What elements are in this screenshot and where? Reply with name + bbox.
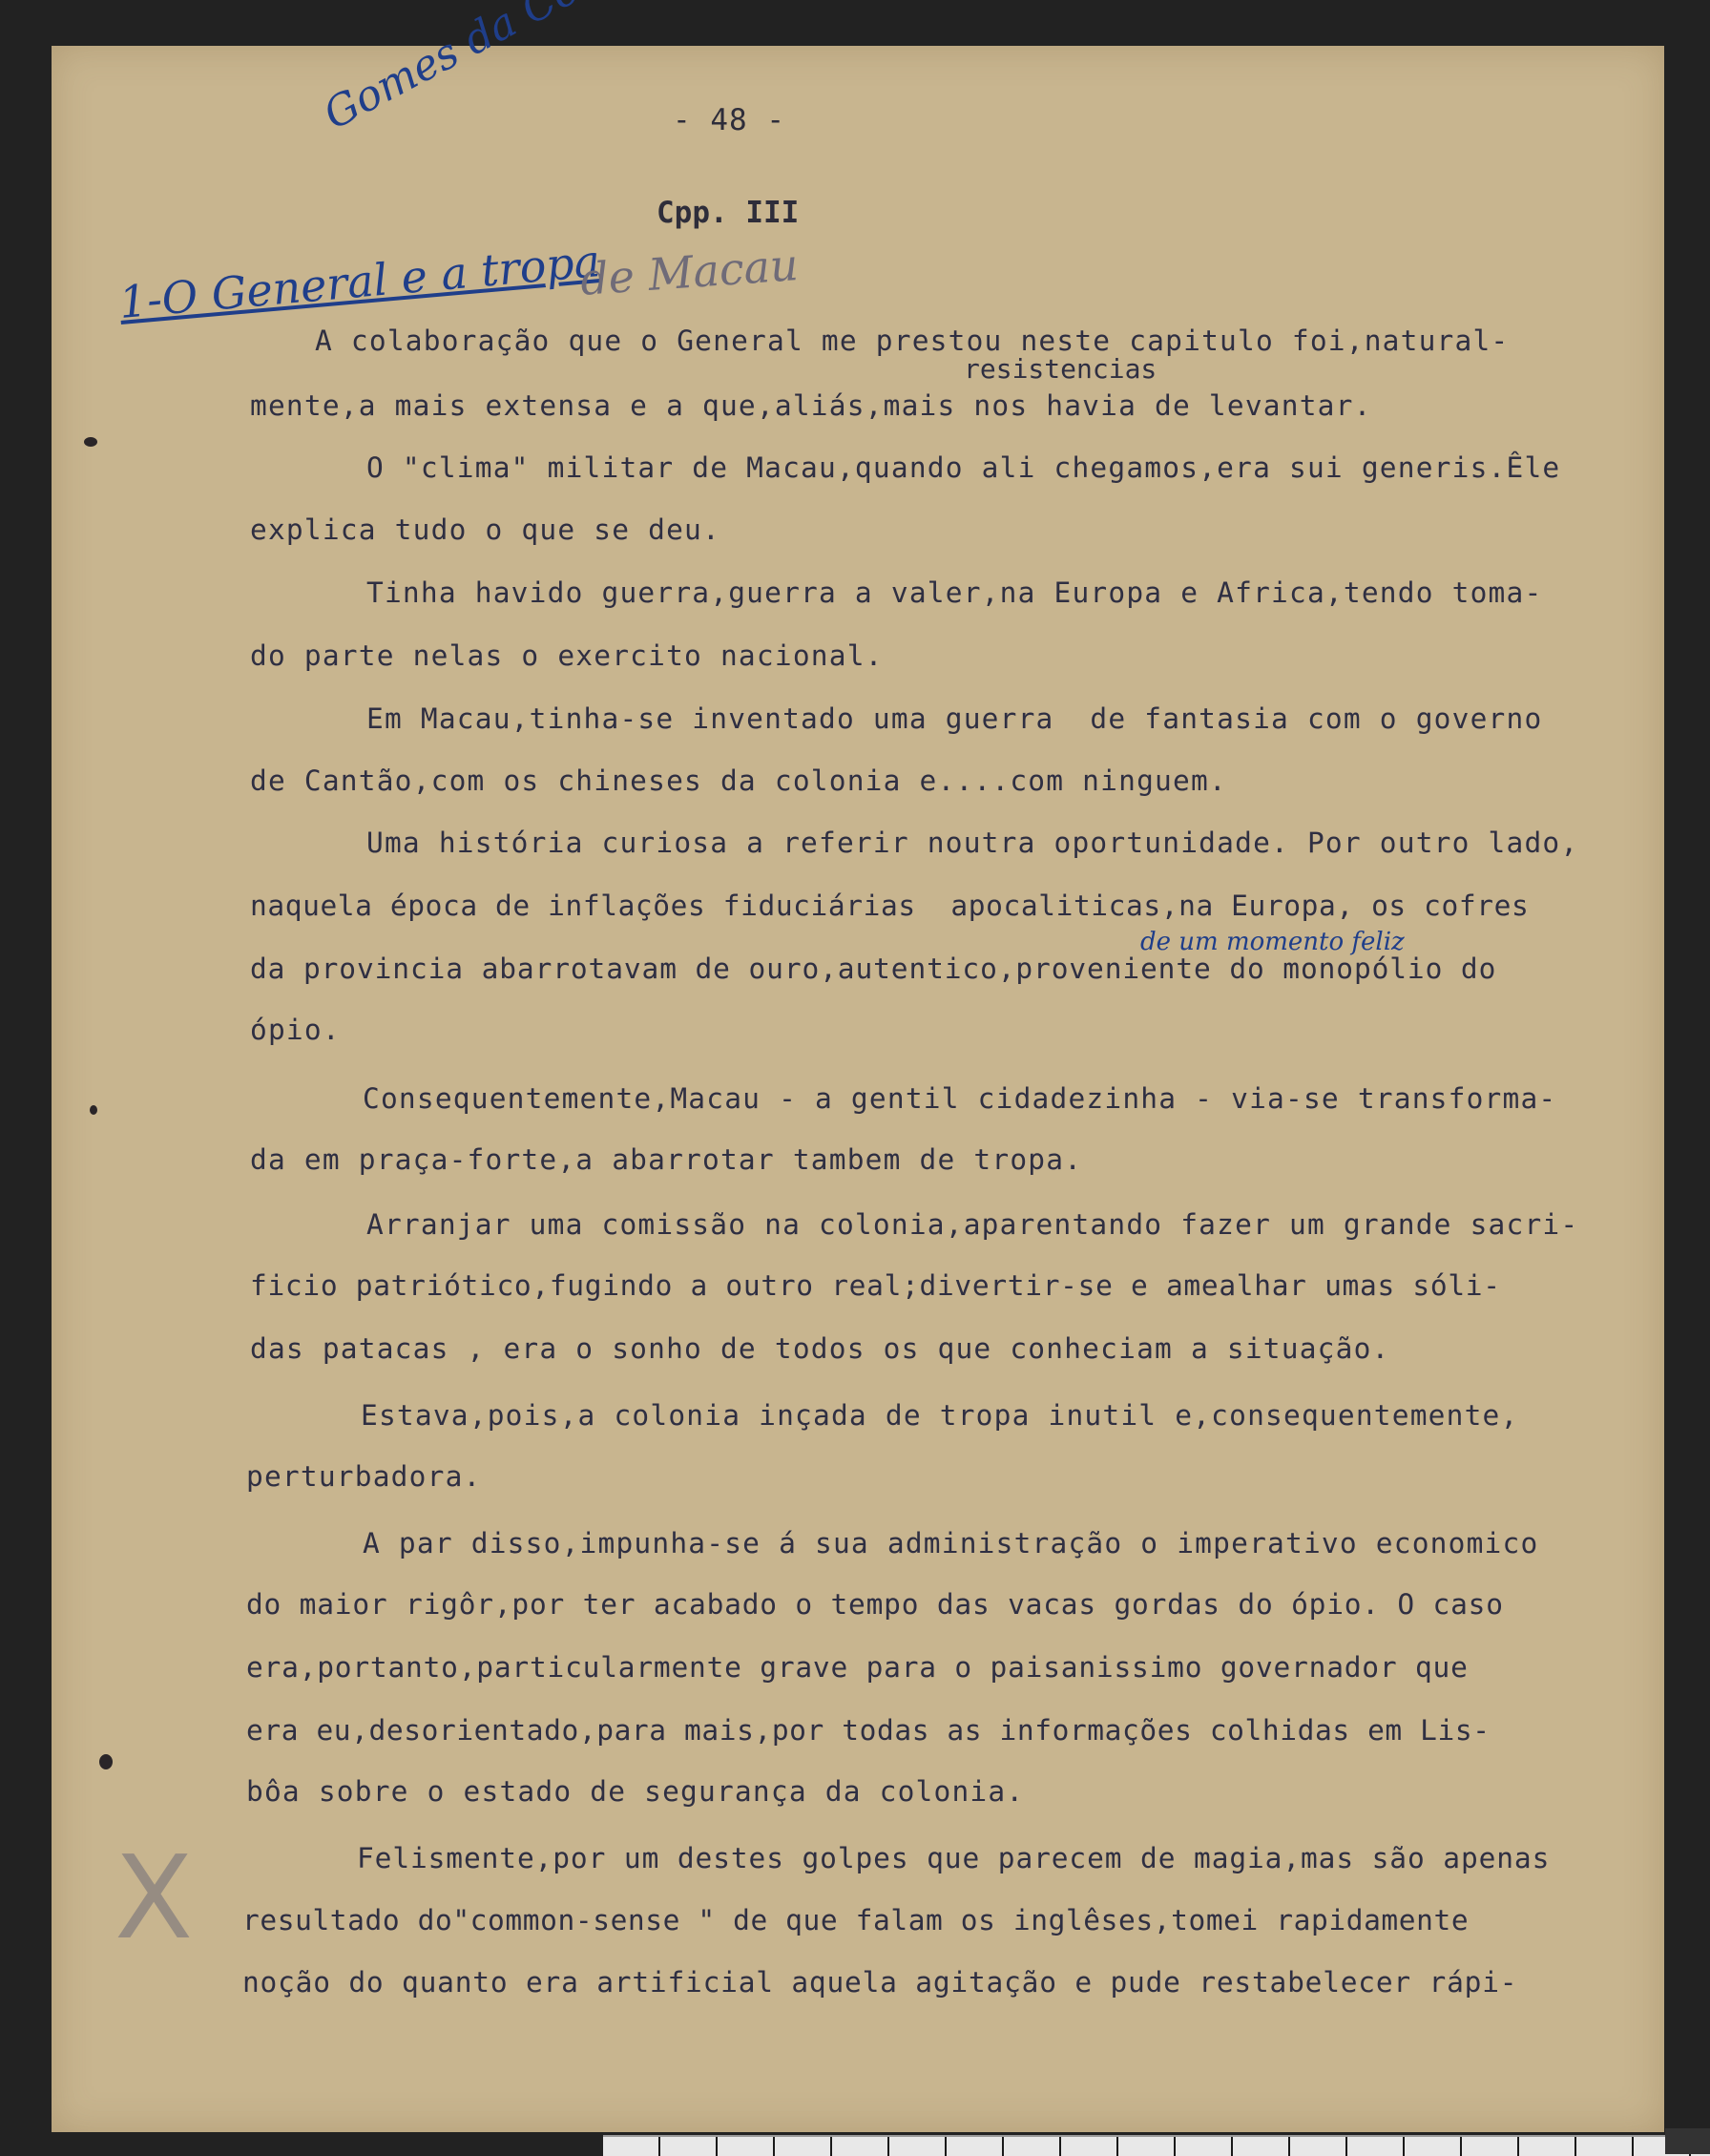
margin-ink-mark	[84, 437, 97, 447]
corner-tab	[1665, 2128, 1710, 2154]
margin-ink-mark	[90, 1105, 97, 1115]
text-line: Felismente,por um destes golpes que parecem de magia,mas são apenas	[357, 1842, 1551, 1874]
text-line: A colaboração que o General me prestou neste capitulo foi,natural-	[315, 324, 1510, 357]
text-line: naquela época de inflações fiduciárias apocaliticas,na Europa, os cofres	[250, 890, 1530, 922]
text-line: das patacas , era o sonho de todos os que conheciam a situação.	[250, 1332, 1390, 1365]
text-line: mente,a mais extensa e a que,aliás,mais nos havia de levantar.	[250, 389, 1372, 422]
text-line: bôa sobre o estado de segurança da colonia.	[246, 1775, 1025, 1808]
text-line: perturbadora.	[246, 1460, 482, 1493]
text-line: da em praça-forte,a abarrotar tambem de tropa.	[250, 1143, 1083, 1176]
measurement-scale-bar	[603, 2135, 1710, 2156]
text-line: Arranjar uma comissão na colonia,aparentando fazer um grande sacri-	[366, 1208, 1579, 1241]
text-line: O "clima" militar de Macau,quando ali chegamos,era sui generis.Êle	[366, 451, 1561, 484]
text-line: Estava,pois,a colonia inçada de tropa inutil e,consequentemente,	[361, 1399, 1519, 1432]
margin-ink-mark	[99, 1754, 113, 1769]
text-line: Consequentemente,Macau - a gentil cidadezinha - via-se transforma-	[363, 1082, 1557, 1115]
page-number: - 48 -	[673, 103, 785, 137]
text-line: A par disso,impunha-se á sua administração o imperativo economico	[363, 1527, 1539, 1559]
text-line: Tinha havido guerra,guerra a valer,na Europa e Africa,tendo toma-	[366, 576, 1543, 609]
handwritten-cross-mark: X	[115, 1832, 194, 1965]
text-line: da provincia abarrotavam de ouro,autentico,proveniente do monopólio do	[250, 952, 1497, 985]
text-line: era,portanto,particularmente grave para o paisanissimo governador que	[246, 1651, 1469, 1684]
text-line: do parte nelas o exercito nacional.	[250, 639, 884, 672]
text-line: Uma história curiosa a referir noutra oportunidade. Por outro lado,	[366, 827, 1579, 859]
text-line: resultado do"common-sense " de que falam os inglêses,tomei rapidamente	[242, 1904, 1470, 1936]
handwritten-title-annotation-grey: de Macau	[578, 239, 801, 305]
chapter-heading: Cpp. III	[657, 196, 800, 230]
text-line: Em Macau,tinha-se inventado uma guerra de fantasia com o governo	[366, 702, 1543, 735]
handwritten-insert-resistencias: resistencias	[964, 353, 1157, 385]
text-line: do maior rigôr,por ter acabado o tempo das vacas gordas do ópio. O caso	[246, 1588, 1504, 1621]
text-line: noção do quanto era artificial aquela agitação e pude restabelecer rápi-	[242, 1966, 1518, 1999]
text-line: de Cantão,com os chineses da colonia e....com ninguem.	[250, 764, 1227, 797]
text-line: ficio patriótico,fugindo a outro real;divertir-se e amealhar umas sóli-	[250, 1269, 1501, 1302]
text-line: era eu,desorientado,para mais,por todas as informações colhidas em Lis-	[246, 1714, 1491, 1747]
text-line: ópio.	[250, 1014, 341, 1046]
text-line: explica tudo o que se deu.	[250, 513, 720, 546]
handwritten-title-annotation: 1-O General e a tropa	[116, 235, 603, 328]
handwritten-insert-momento: de um momento feliz	[1140, 928, 1405, 956]
